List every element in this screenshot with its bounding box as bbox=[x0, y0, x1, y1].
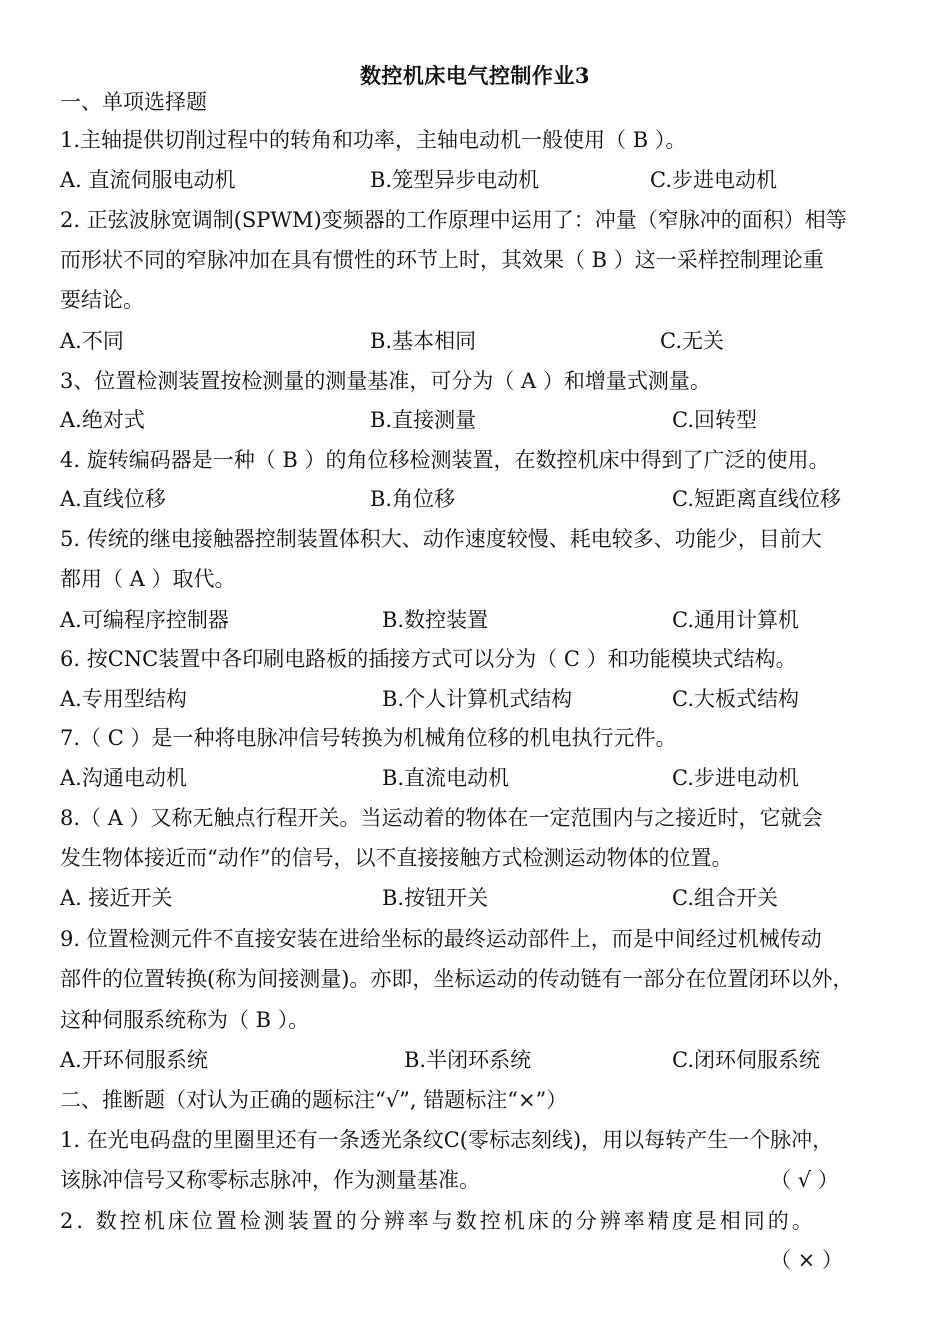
question-4-options bbox=[60, 485, 900, 513]
question-2-text-line-1: 2. 正弦波脉宽调制(SPWM)变频器的工作原理中运用了：冲量（窄脉冲的面积）相等 bbox=[60, 208, 847, 232]
judgment-2-text: 2. 数控机床位置检测装置的分辨率与数控机床的分辨率精度是相同的。 bbox=[60, 1209, 816, 1233]
section-heading-judgment: 二、推断题（对认为正确的题标注“√”, 错题标注“×”） bbox=[60, 1088, 568, 1112]
question-9-text-line-3: 这种伺服系统称为（ B ）。 bbox=[60, 1008, 310, 1032]
question-8-text-line-1: 8.（ A ）又称无触点行程开关。当运动着的物体在一定范围内与之接近时，它就会 bbox=[60, 806, 823, 830]
option-c: C.闭环伺服系统 bbox=[672, 1048, 820, 1072]
option-b: B.按钮开关 bbox=[382, 886, 489, 910]
question-4-text: 4. 旋转编码器是一种（ B ）的角位移检测装置，在数控机床中得到了广泛的使用。 bbox=[60, 448, 830, 472]
option-b: B.基本相同 bbox=[370, 329, 477, 353]
option-a: A.直线位移 bbox=[60, 487, 166, 511]
document-title: 数控机床电气控制作业3 bbox=[359, 63, 591, 88]
option-a: A.不同 bbox=[60, 329, 124, 353]
judgment-1-text-line-2: 该脉冲信号又称零标志脉冲，作为测量基准。 bbox=[60, 1168, 480, 1192]
option-a: A.开环伺服系统 bbox=[60, 1048, 208, 1072]
question-1-options bbox=[60, 166, 900, 194]
judgment-1-text-line-1: 1. 在光电码盘的里圈里还有一条透光条纹C(零标志刻线)，用以每转产生一个脉冲， bbox=[60, 1128, 834, 1152]
question-3-text: 3、位置检测装置按检测量的测量基准，可分为（ A ）和增量式测量。 bbox=[60, 369, 711, 393]
question-9-text-line-1: 9. 位置检测元件不直接安装在进给坐标的最终运动部件上，而是中间经过机械传动 bbox=[60, 927, 822, 951]
option-c: C.步进电动机 bbox=[672, 766, 799, 790]
option-b: B.半闭环系统 bbox=[404, 1048, 532, 1072]
option-c: C.通用计算机 bbox=[672, 608, 799, 632]
option-c: C.无关 bbox=[660, 329, 724, 353]
question-5-options bbox=[60, 606, 900, 634]
option-a: A.可编程序控制器 bbox=[60, 608, 229, 632]
question-1-text: 1.主轴提供切削过程中的转角和功率，主轴电动机一般使用（ B ）。 bbox=[60, 128, 687, 152]
option-c: C.步进电动机 bbox=[650, 168, 777, 192]
option-c: C.大板式结构 bbox=[672, 687, 799, 711]
judgment-2-answer: （ × ） bbox=[770, 1248, 843, 1272]
question-3-options bbox=[60, 406, 900, 434]
option-a: A.绝对式 bbox=[60, 408, 145, 432]
question-9-text-line-2: 部件的位置转换(称为间接测量)。亦即，坐标运动的传动链有一部分在位置闭环以外， bbox=[60, 967, 854, 991]
option-c: C.短距离直线位移 bbox=[672, 487, 841, 511]
question-5-text-line-1: 5. 传统的继电接触器控制装置体积大、动作速度较慢、耗电较多、功能少，目前大 bbox=[60, 527, 822, 551]
question-6-options bbox=[60, 685, 900, 713]
question-2-text-line-2: 而形状不同的窄脉冲加在具有惯性的环节上时，其效果（ B ）这一采样控制理论重 bbox=[60, 248, 824, 272]
question-9-options bbox=[60, 1046, 900, 1074]
option-b: B.角位移 bbox=[370, 487, 456, 511]
option-a: A. 接近开关 bbox=[60, 886, 173, 910]
question-2-options bbox=[60, 327, 900, 355]
question-6-text: 6. 按CNC装置中各印刷电路板的插接方式可以分为（ C ）和功能模块式结构。 bbox=[60, 647, 797, 671]
option-b: B.直流电动机 bbox=[382, 766, 510, 790]
question-7-options bbox=[60, 764, 900, 792]
question-7-text: 7.（ C ）是一种将电脉冲信号转换为机械角位移的机电执行元件。 bbox=[60, 726, 677, 750]
question-8-text-line-2: 发生物体接近而“动作”的信号，以不直接接触方式检测运动物体的位置。 bbox=[60, 846, 733, 870]
option-b: B.数控装置 bbox=[382, 608, 489, 632]
option-c: C.回转型 bbox=[672, 408, 757, 432]
option-c: C.组合开关 bbox=[672, 886, 778, 910]
option-b: B.笼型异步电动机 bbox=[370, 168, 540, 192]
question-2-text-line-3: 要结论。 bbox=[60, 288, 144, 312]
option-b: B.个人计算机式结构 bbox=[382, 687, 573, 711]
section-heading-choice: 一、单项选择题 bbox=[60, 90, 207, 114]
option-a: A. 直流伺服电动机 bbox=[60, 168, 236, 192]
judgment-1-answer: （ √ ） bbox=[770, 1168, 839, 1192]
option-a: A.沟通电动机 bbox=[60, 766, 187, 790]
question-5-text-line-2: 都用（ A ）取代。 bbox=[60, 567, 236, 591]
option-b: B.直接测量 bbox=[370, 408, 477, 432]
question-8-options bbox=[60, 884, 900, 912]
option-a: A.专用型结构 bbox=[60, 687, 187, 711]
